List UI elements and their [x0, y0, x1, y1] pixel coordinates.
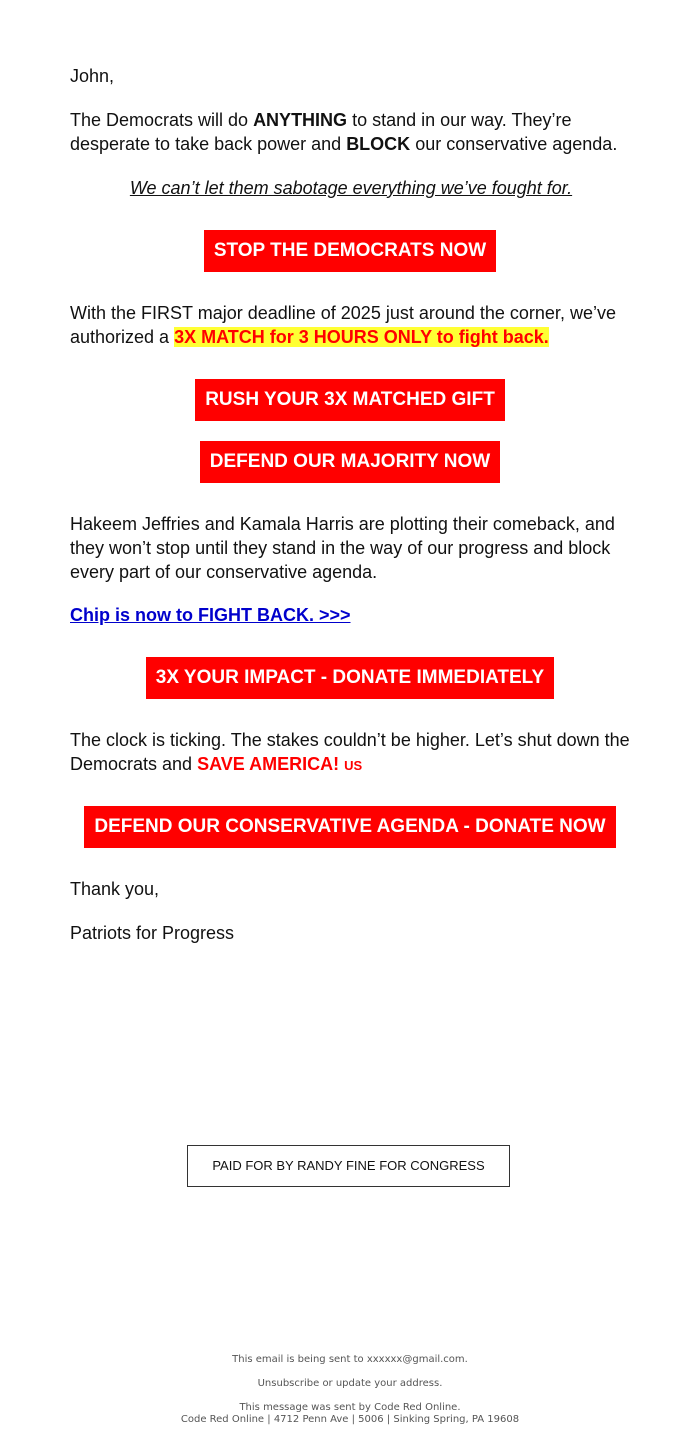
footer-sent-by: This message was sent by Code Red Online.: [239, 1402, 461, 1413]
triple-impact-button[interactable]: 3X YOUR IMPACT - DONATE IMMEDIATELY: [146, 657, 554, 699]
unsubscribe-link[interactable]: Unsubscribe or update your address.: [257, 1378, 443, 1389]
footer-sent-to: [0, 1354, 700, 1366]
match-highlight: 3X MATCH for 3 HOURS ONLY to fight back.: [174, 327, 549, 347]
stop-democrats-button[interactable]: STOP THE DEMOCRATS NOW: [204, 230, 496, 272]
paragraph-clock: [70, 728, 632, 778]
greeting: John,: [70, 66, 115, 86]
intro-bold-block: BLOCK: [346, 134, 411, 154]
chip-fight-back-link[interactable]: Chip is now to FIGHT BACK. >>>: [70, 605, 351, 625]
defend-agenda-button[interactable]: DEFEND OUR CONSERVATIVE AGENDA - DONATE NOW: [84, 806, 616, 848]
tagline-text: We can’t let them sabotage everything we’ve fought for.: [129, 178, 573, 198]
rush-gift-button[interactable]: RUSH YOUR 3X MATCHED GIFT: [195, 379, 505, 421]
footer-unsubscribe-row: [0, 1378, 700, 1390]
clock-text: The clock is ticking. The stakes couldn’t be higher. Let’s shut down the Democrats and: [70, 730, 630, 774]
intro-text-2: to stand in our way. They’re desperate to take back power and: [70, 110, 572, 154]
chip-link-paragraph: [70, 603, 632, 627]
paragraph-deadline: [70, 301, 632, 349]
defend-majority-button[interactable]: DEFEND OUR MAJORITY NOW: [200, 441, 500, 483]
signature: Patriots for Progress: [70, 923, 235, 943]
signoff: Thank you,: [70, 879, 160, 899]
footer-email-address: xxxxxx@gmail.com: [366, 1354, 465, 1365]
deadline-text: With the FIRST major deadline of 2025 just around the corner, we’ve authorized a: [70, 303, 616, 347]
footer-sent-to-prefix: This email is being sent to: [232, 1354, 367, 1365]
paragraph-intro: [70, 108, 632, 156]
save-america-text: SAVE AMERICA!: [197, 754, 340, 774]
intro-text-1: The Democrats will do: [70, 110, 254, 130]
intro-bold-anything: ANYTHING: [253, 110, 348, 130]
intro-text-3: our conservative agenda.: [410, 134, 618, 154]
footer-sent-to-suffix: .: [464, 1354, 468, 1365]
paid-for-disclaimer: PAID FOR BY RANDY FINE FOR CONGRESS: [187, 1145, 510, 1187]
us-flag-icon: US: [344, 758, 363, 773]
paragraph-jeffries-harris: Hakeem Jeffries and Kamala Harris are plotting their comeback, and they won’t stop until they stand in the way of our progress and block every part of our conservative agenda.: [70, 514, 615, 582]
footer-address: Code Red Online | 4712 Penn Ave | 5006 | Sinking Spring, PA 19608: [180, 1414, 520, 1425]
tagline: [70, 176, 632, 200]
